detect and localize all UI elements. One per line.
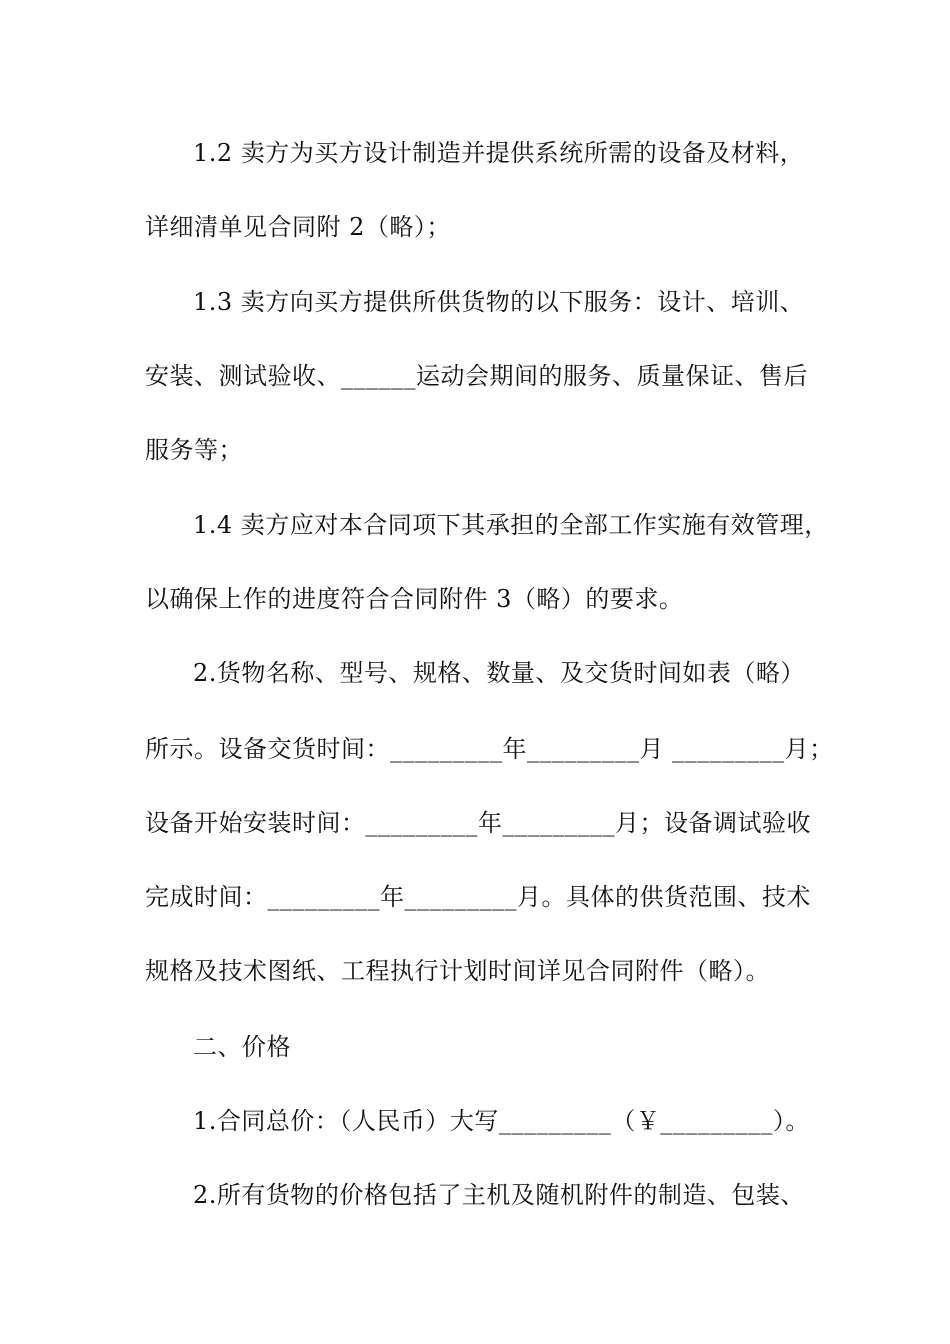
clause-1-2-line-2: 详细清单见合同附 2（略）；	[145, 213, 451, 241]
clause-1-3-line-1: 1.3 卖方向买方提供所供货物的以下服务：设计、培训、	[193, 288, 805, 316]
clause-2-line-5: 规格及技术图纸、工程执行计划时间详见合同附件（略）。	[145, 957, 770, 985]
clause-1-2-line-1: 1.2 卖方为买方设计制造并提供系统所需的设备及材料，	[193, 139, 805, 167]
clause-1-4-line-1: 1.4 卖方应对本合同项下其承担的全部工作实施有效管理，	[193, 511, 829, 539]
clause-1-3-line-2: 安装、测试验收、______运动会期间的服务、质量保证、售后	[145, 362, 808, 390]
clause-2-line-3: 设备开始安装时间：_________年_________月；设备调试验收	[145, 809, 811, 837]
clause-2-line-2: 所示。设备交货时间：_________年_________月 _________月；	[145, 735, 834, 763]
clause-1-3-line-3: 服务等；	[145, 436, 243, 464]
price-clause-2-line: 2.所有货物的价格包括了主机及随机附件的制造、包装、	[193, 1181, 805, 1209]
price-clause-1-line: 1.合同总价：（人民币）大写_________（￥_________）。	[193, 1107, 810, 1135]
clause-2-line-4: 完成时间：_________年_________月。具体的供货范围、技术	[145, 883, 811, 911]
clause-1-4-line-2: 以确保上作的进度符合合同附件 3（略）的要求。	[145, 585, 684, 613]
clause-2-line-1: 2.货物名称、型号、规格、数量、及交货时间如表（略）	[193, 659, 805, 687]
section-price-heading: 二、价格	[193, 1033, 291, 1061]
